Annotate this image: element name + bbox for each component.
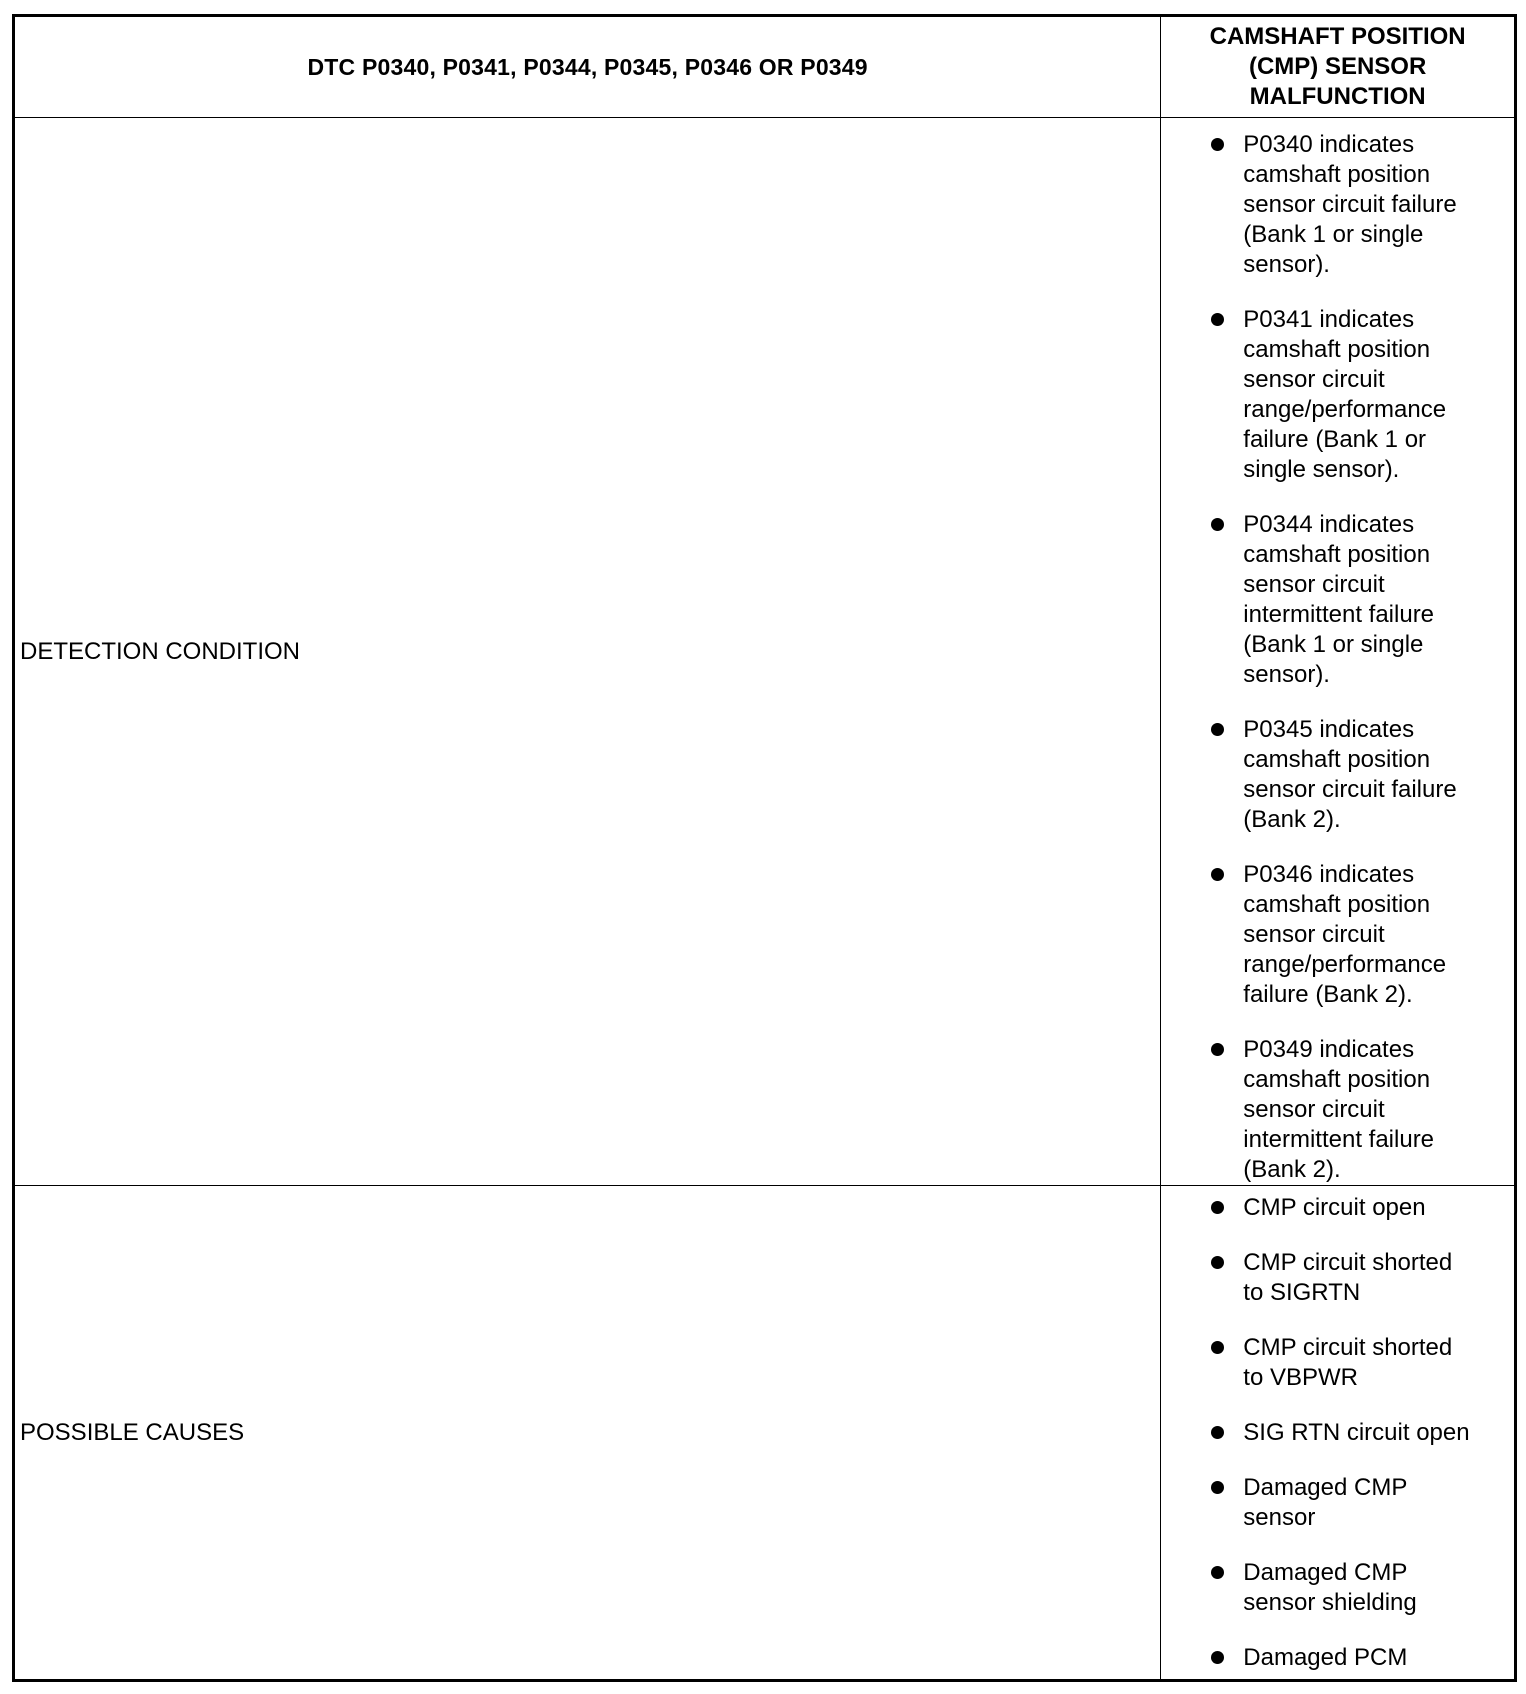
bullet-text-line: (Bank 1 or single — [1243, 631, 1424, 658]
bullet-item — [1207, 1643, 1514, 1673]
bullet-icon — [1211, 518, 1224, 531]
bullet-icon — [1211, 138, 1224, 151]
bullet-text-line: sensor circuit — [1243, 921, 1385, 948]
bullet-icon — [1211, 1566, 1224, 1579]
bullet-text-line: sensor). — [1243, 251, 1330, 278]
bullet-text-line: to SIGRTN — [1243, 1279, 1361, 1306]
bullet-text-line: P0346 indicates — [1243, 861, 1415, 888]
bullet-text-line: failure (Bank 2). — [1243, 981, 1413, 1008]
bullet-text-line: sensor circuit failure — [1243, 776, 1457, 803]
bullet-text-line: P0344 indicates — [1243, 511, 1415, 538]
bullet-item — [1207, 1248, 1514, 1308]
bullet-text-line: camshaft position — [1243, 336, 1431, 363]
bullet-text-line: camshaft position — [1243, 541, 1431, 568]
bullet-text-line: intermittent failure — [1243, 1126, 1435, 1153]
bullet-text-line: CMP circuit open — [1243, 1194, 1426, 1221]
header-title-line: MALFUNCTION — [1249, 83, 1426, 110]
bullet-text-line: (Bank 1 or single — [1243, 221, 1424, 248]
bullet-icon — [1211, 1341, 1224, 1354]
bullet-icon — [1211, 1043, 1224, 1056]
possible-causes-row — [14, 1186, 1516, 1681]
detection-condition-cell — [1161, 118, 1516, 1186]
bullet-text-line: sensor circuit — [1243, 1096, 1385, 1123]
bullet-text-line: (Bank 2). — [1243, 806, 1341, 833]
header-malfunction-title — [1161, 16, 1516, 118]
bullet-text-line: camshaft position — [1243, 1066, 1431, 1093]
bullet-text-line: P0345 indicates — [1243, 716, 1415, 743]
possible-causes-label: POSSIBLE CAUSES — [14, 1186, 1161, 1681]
header-title-line: CAMSHAFT POSITION — [1209, 23, 1466, 50]
bullet-text-line: sensor circuit — [1243, 571, 1385, 598]
bullet-text-line: range/performance — [1243, 951, 1447, 978]
bullet-text-line: P0341 indicates — [1243, 306, 1415, 333]
bullet-text-line: P0349 indicates — [1243, 1036, 1415, 1063]
bullet-text-line: Damaged CMP — [1243, 1559, 1408, 1586]
bullet-item — [1207, 715, 1514, 835]
bullet-text-line: single sensor). — [1243, 456, 1400, 483]
bullet-text-line: sensor). — [1243, 661, 1330, 688]
bullet-text-line: sensor circuit failure — [1243, 191, 1457, 218]
header-row — [14, 16, 1516, 118]
bullet-text-line: range/performance — [1243, 396, 1447, 423]
possible-causes-cell — [1161, 1186, 1516, 1681]
bullet-icon — [1211, 868, 1224, 881]
bullet-icon — [1211, 1651, 1224, 1664]
bullet-text-line: sensor shielding — [1243, 1589, 1417, 1616]
bullet-text-line: P0340 indicates — [1243, 131, 1415, 158]
bullet-item — [1207, 1418, 1514, 1448]
detection-condition-row — [14, 118, 1516, 1186]
bullet-text-line: intermittent failure — [1243, 601, 1435, 628]
detection-condition-list — [1161, 118, 1514, 1185]
bullet-text-line: SIG RTN circuit open — [1243, 1419, 1470, 1446]
bullet-item — [1207, 1193, 1514, 1223]
bullet-icon — [1211, 1256, 1224, 1269]
header-dtc-codes: DTC P0340, P0341, P0344, P0345, P0346 OR P0349 — [14, 16, 1161, 118]
bullet-text-line: to VBPWR — [1243, 1364, 1358, 1391]
bullet-item — [1207, 1333, 1514, 1393]
bullet-text-line: camshaft position — [1243, 161, 1431, 188]
bullet-item — [1207, 1558, 1514, 1618]
bullet-text-line: failure (Bank 1 or — [1243, 426, 1427, 453]
bullet-item — [1207, 1473, 1514, 1533]
bullet-icon — [1211, 313, 1224, 326]
bullet-text-line: Damaged CMP — [1243, 1474, 1408, 1501]
dtc-table — [12, 14, 1517, 1682]
bullet-icon — [1211, 723, 1224, 736]
bullet-item — [1207, 510, 1514, 690]
bullet-text-line: camshaft position — [1243, 891, 1431, 918]
bullet-item — [1207, 860, 1514, 1010]
bullet-text-line: sensor circuit — [1243, 366, 1385, 393]
bullet-icon — [1211, 1426, 1224, 1439]
bullet-text-line: CMP circuit shorted — [1243, 1334, 1453, 1361]
bullet-item — [1207, 305, 1514, 485]
detection-condition-label: DETECTION CONDITION — [14, 118, 1161, 1186]
bullet-item — [1207, 1035, 1514, 1185]
bullet-text-line: sensor — [1243, 1504, 1316, 1531]
bullet-item — [1207, 130, 1514, 280]
possible-causes-list — [1161, 1186, 1514, 1673]
bullet-text-line: camshaft position — [1243, 746, 1431, 773]
bullet-text-line: (Bank 2). — [1243, 1156, 1341, 1183]
bullet-icon — [1211, 1201, 1224, 1214]
bullet-text-line: Damaged PCM — [1243, 1644, 1408, 1671]
header-title-line: (CMP) SENSOR — [1248, 53, 1427, 80]
bullet-icon — [1211, 1481, 1224, 1494]
bullet-text-line: CMP circuit shorted — [1243, 1249, 1453, 1276]
